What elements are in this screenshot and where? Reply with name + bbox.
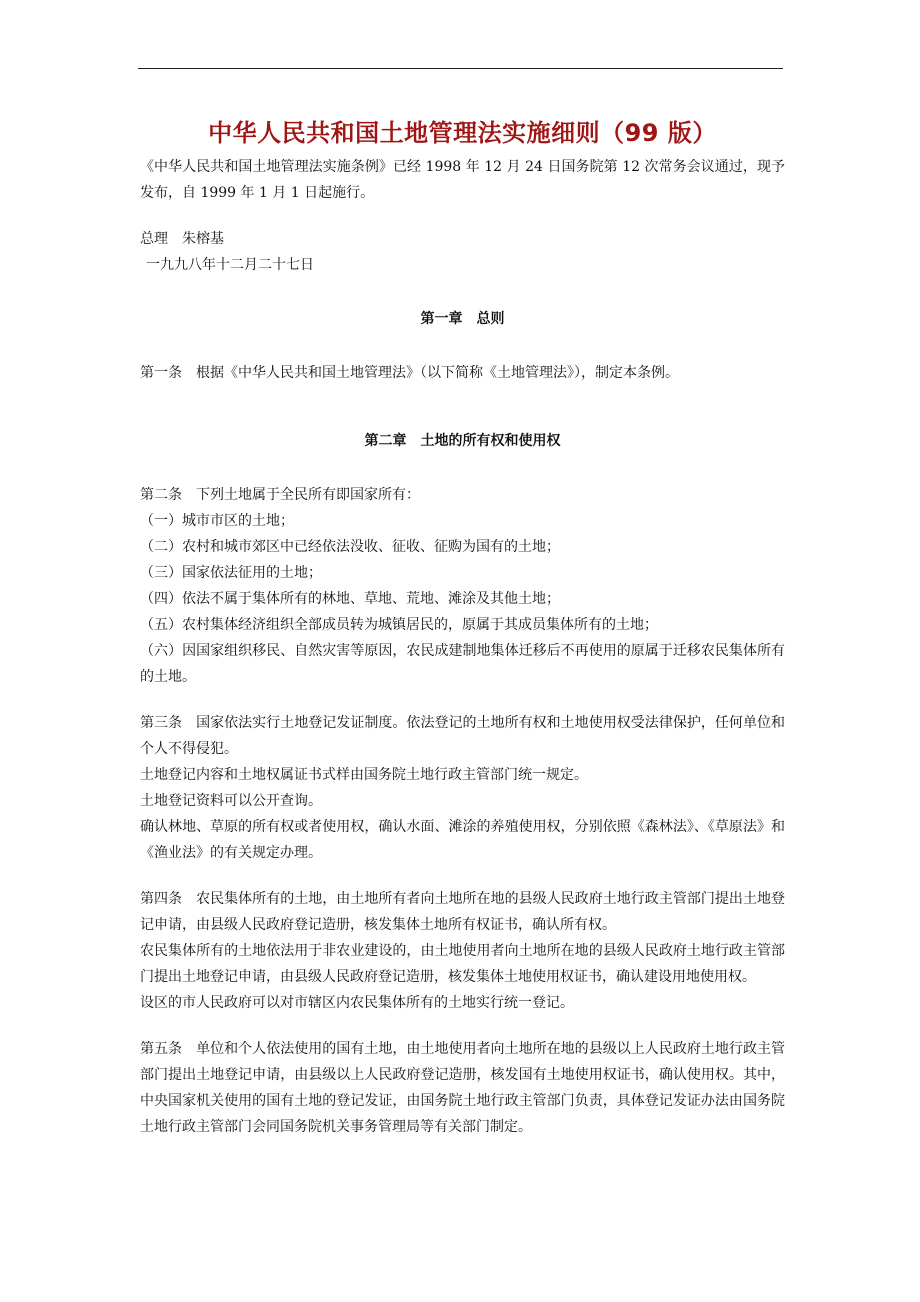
document-title: 中华人民共和国土地管理法实施细则（99 版） (208, 119, 717, 147)
article-3-para: 土地登记资料可以公开查询。 (140, 793, 322, 809)
header-rule (138, 68, 783, 69)
article-2-item: （一）城市市区的土地； (140, 513, 294, 529)
chapter-2-heading: 第二章 土地的所有权和使用权 (364, 433, 561, 449)
article-2-item: （三）国家依法征用的土地； (140, 565, 322, 581)
article-2-item: （二）农村和城市郊区中已经依法没收、征收、征购为国有的土地； (140, 539, 560, 555)
preamble: 《中华人民共和国土地管理法实施条例》已经 1998 年 12 月 24 日国务院第 12 次常务会议通过，现予发布，自 1999 年 1 月 1 日起施行。 (140, 159, 785, 201)
article-5-para: 第五条 单位和个人依法使用的国有土地，由土地使用者向土地所在地的县级以上人民政府土地行政主管部门提出土地登记申请，由县级以上人民政府登记造册，核发国有土地使用权证书，确认使用权。其中，中央国家机关使用的国有土地的登记发证，由国务院土地行政主管部门负责，具体登记发证办法由国务院土地行政主管部门会同国务院机关事务管理局等有关部门制定。 (140, 1041, 785, 1135)
chapter-1-heading: 第一章 总则 (420, 311, 505, 327)
article-4-para: 农民集体所有的土地依法用于非农业建设的，由土地使用者向土地所在地的县级人民政府土地行政主管部门提出土地登记申请，由县级人民政府登记造册，核发集体土地使用权证书，确认建设用地使用权。 (140, 943, 785, 985)
article-2-item: （六）因国家组织移民、自然灾害等原因，农民成建制地集体迁移后不再使用的原属于迁移农民集体所有的土地。 (140, 643, 785, 685)
signatory: 总理 朱榕基 (140, 231, 224, 247)
article-3-para: 确认林地、草原的所有权或者使用权，确认水面、滩涂的养殖使用权，分别依照《森林法》、《草原法》和《渔业法》的有关规定办理。 (140, 819, 785, 861)
article-3-para: 第三条 国家依法实行土地登记发证制度。依法登记的土地所有权和土地使用权受法律保护，任何单位和个人不得侵犯。 (140, 715, 785, 757)
article-4-para: 设区的市人民政府可以对市辖区内农民集体所有的土地实行统一登记。 (140, 995, 574, 1011)
article-2-item: （四）依法不属于集体所有的林地、草地、荒地、滩涂及其他土地； (140, 591, 560, 607)
article-4-para: 第四条 农民集体所有的土地，由土地所有者向土地所在地的县级人民政府土地行政主管部门提出土地登记申请，由县级人民政府登记造册，核发集体土地所有权证书，确认所有权。 (140, 891, 785, 933)
article-1: 第一条 根据《中华人民共和国土地管理法》（以下简称《土地管理法》），制定本条例。 (140, 365, 679, 381)
document-body (140, 116, 785, 1140)
article-3-para: 土地登记内容和土地权属证书式样由国务院土地行政主管部门统一规定。 (140, 767, 588, 783)
article-2-item: （五）农村集体经济组织全部成员转为城镇居民的，原属于其成员集体所有的土地； (140, 617, 658, 633)
article-2-intro: 第二条 下列土地属于全民所有即国家所有： (140, 487, 420, 503)
issue-date: 一九九八年十二月二十七日 (146, 257, 314, 273)
